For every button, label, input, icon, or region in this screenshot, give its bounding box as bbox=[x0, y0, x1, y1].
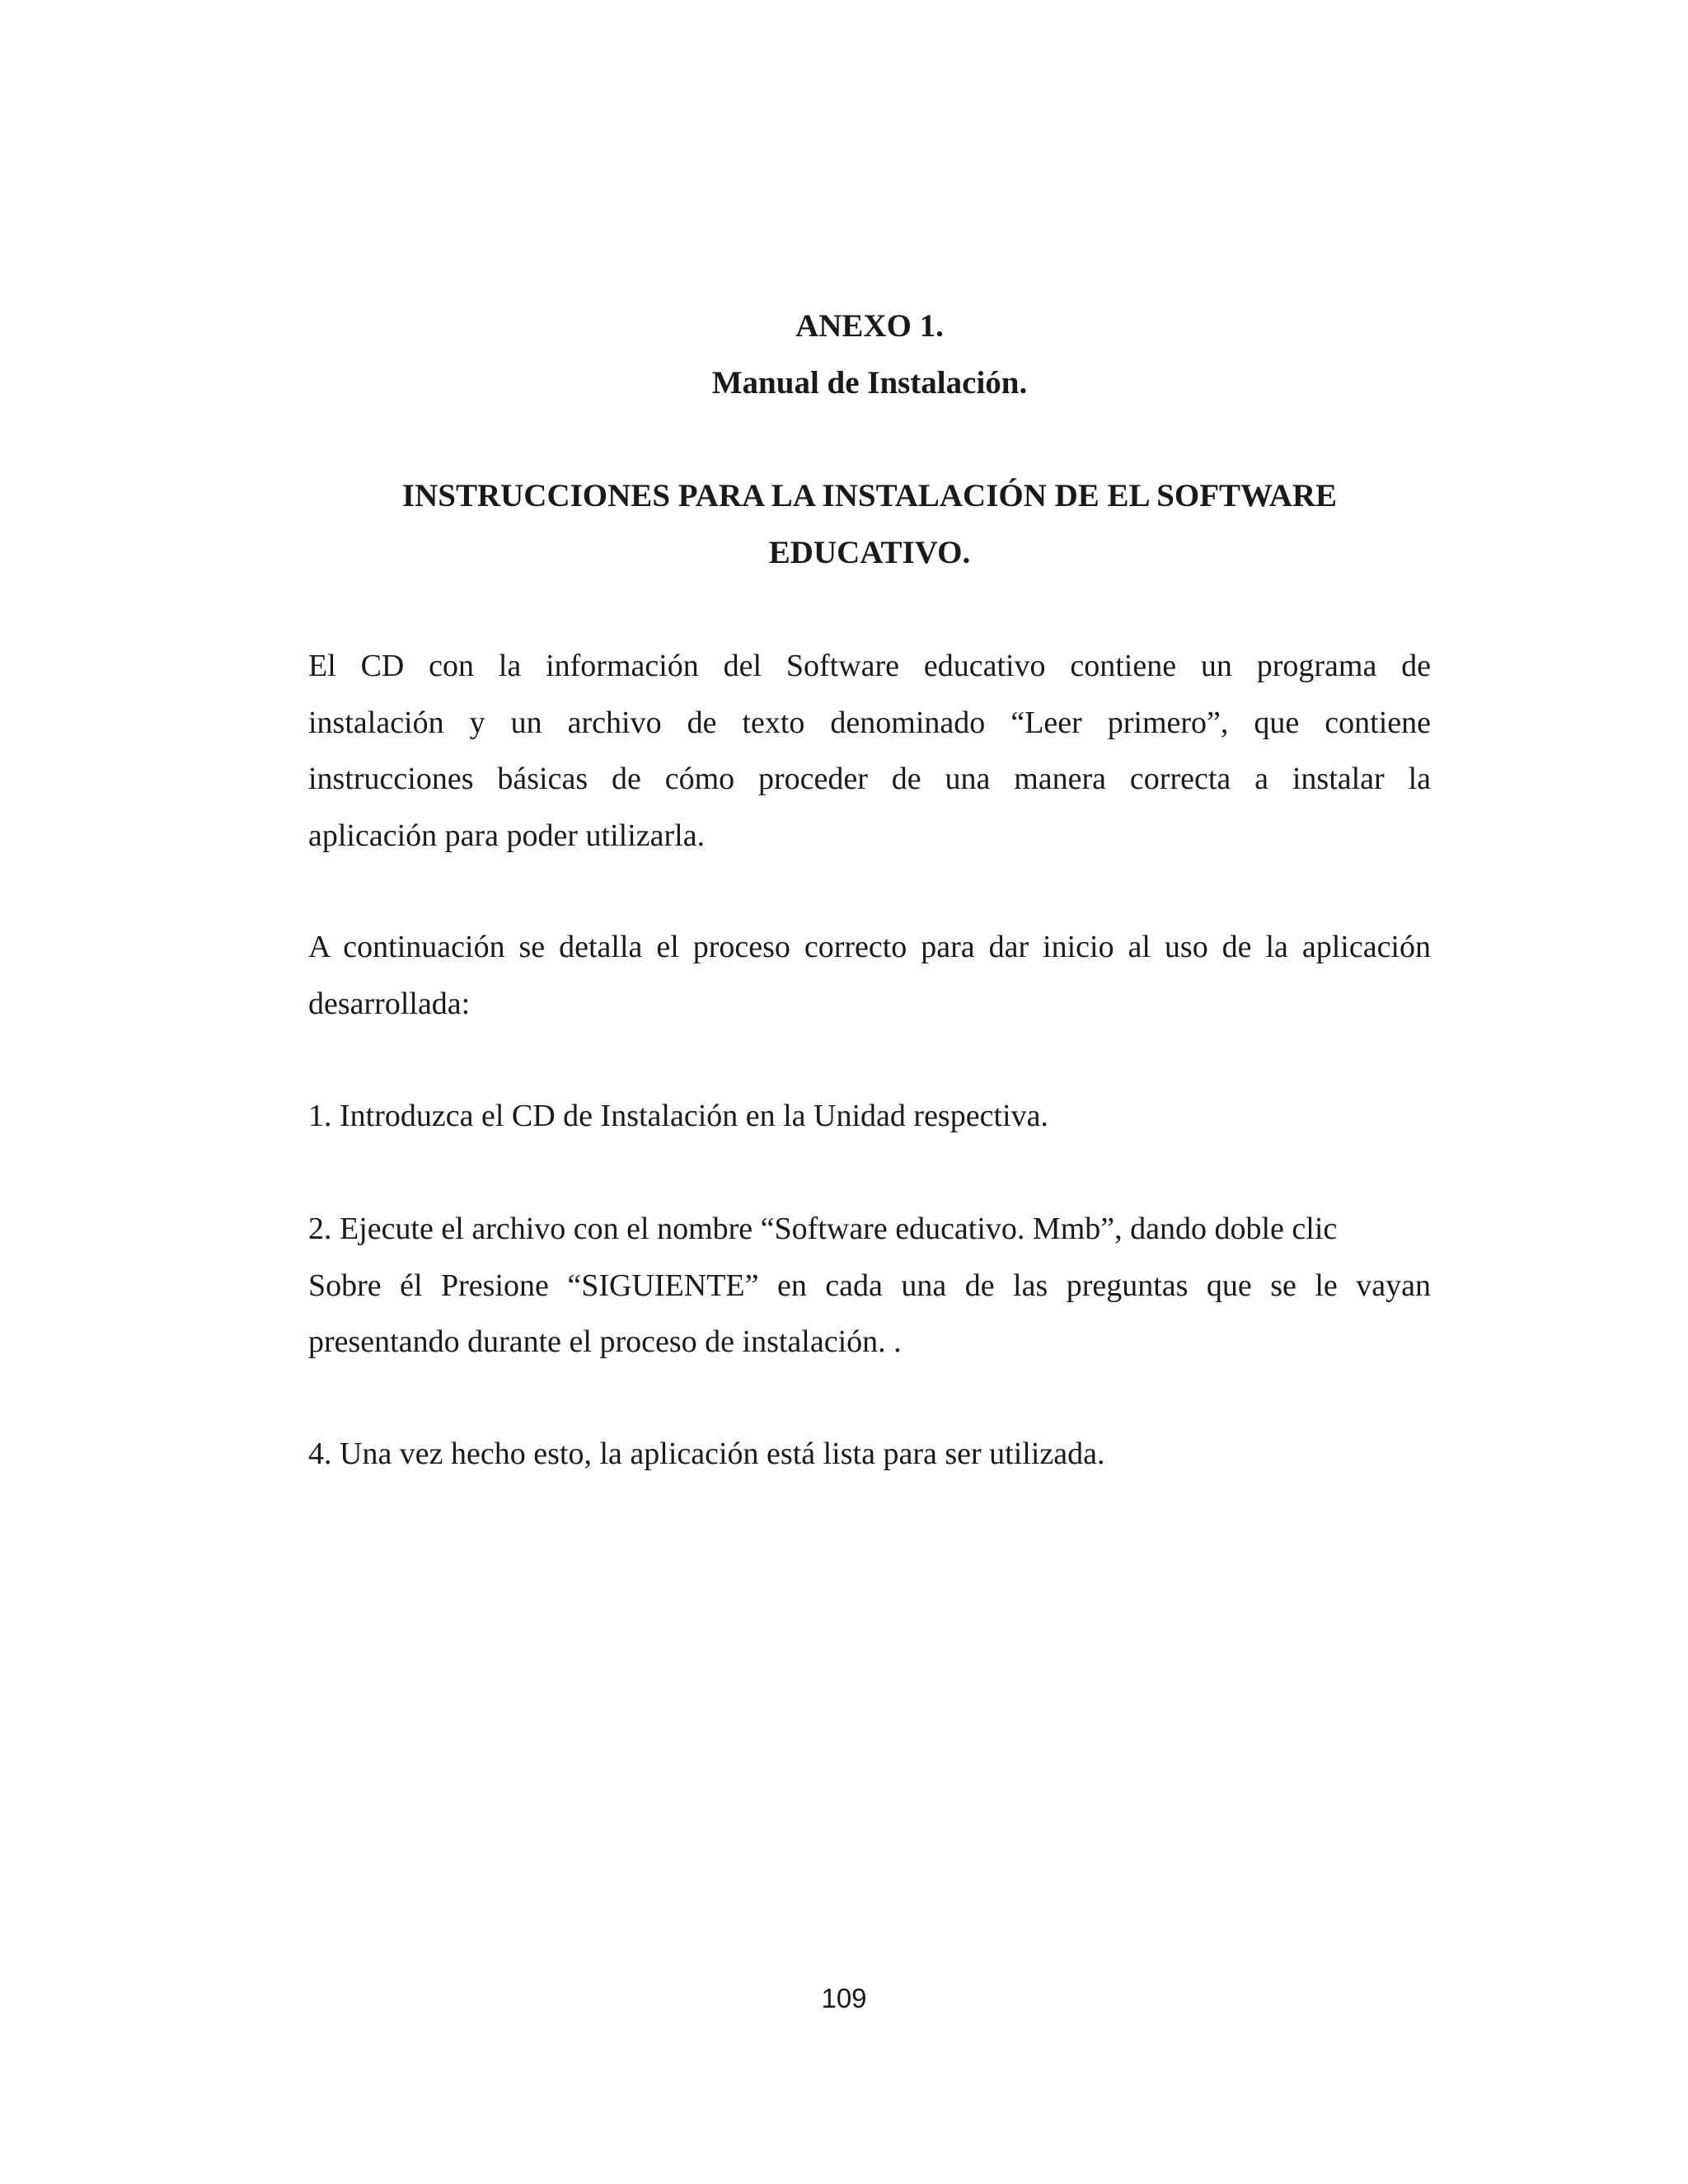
intro-paragraph bbox=[308, 638, 1431, 864]
step-2 bbox=[308, 1201, 1431, 1371]
step-1-text: 1. Introduzca el CD de Instalación en la Unidad respectiva. bbox=[308, 1099, 1048, 1133]
section-heading bbox=[308, 467, 1431, 581]
step-2-line-1: 2. Ejecute el archivo con el nombre “Software educativo. Mmb”, dando doble clic bbox=[308, 1212, 1338, 1246]
intro-line-3: instrucciones básicas de cómo proceder de una manera correcta a instalar la bbox=[308, 762, 1431, 796]
step-2-line-2: Sobre él Presione “SIGUIENTE” en cada una de las preguntas que se le vayan bbox=[308, 1268, 1431, 1303]
step-4 bbox=[308, 1426, 1431, 1483]
section-heading-line-1: INSTRUCCIONES PARA LA INSTALACIÓN DE EL SOFTWARE bbox=[401, 478, 1338, 513]
section-heading-line-2: EDUCATIVO. bbox=[768, 535, 971, 570]
page-number: 109 bbox=[821, 1983, 867, 2013]
step-2-line-3: presentando durante el proceso de instalación. . bbox=[308, 1324, 902, 1359]
intro-line-2: instalación y un archivo de texto denominado “Leer primero”, que contiene bbox=[308, 705, 1431, 740]
continuation-line-2: desarrollada: bbox=[308, 986, 471, 1021]
continuation-line-1: A continuación se detalla el proceso correcto para dar inicio al uso de la aplicación bbox=[308, 930, 1431, 964]
annex-subtitle: Manual de Instalación. bbox=[711, 365, 1028, 401]
intro-line-4: aplicación para poder utilizarla. bbox=[308, 818, 706, 853]
annex-title: ANEXO 1. bbox=[795, 308, 944, 344]
step-4-text: 4. Una vez hecho esto, la aplicación está lista para ser utilizada. bbox=[308, 1436, 1105, 1471]
continuation-paragraph bbox=[308, 919, 1431, 1032]
intro-line-1: El CD con la información del Software educativo contiene un programa de bbox=[308, 649, 1431, 683]
step-1 bbox=[308, 1088, 1431, 1145]
